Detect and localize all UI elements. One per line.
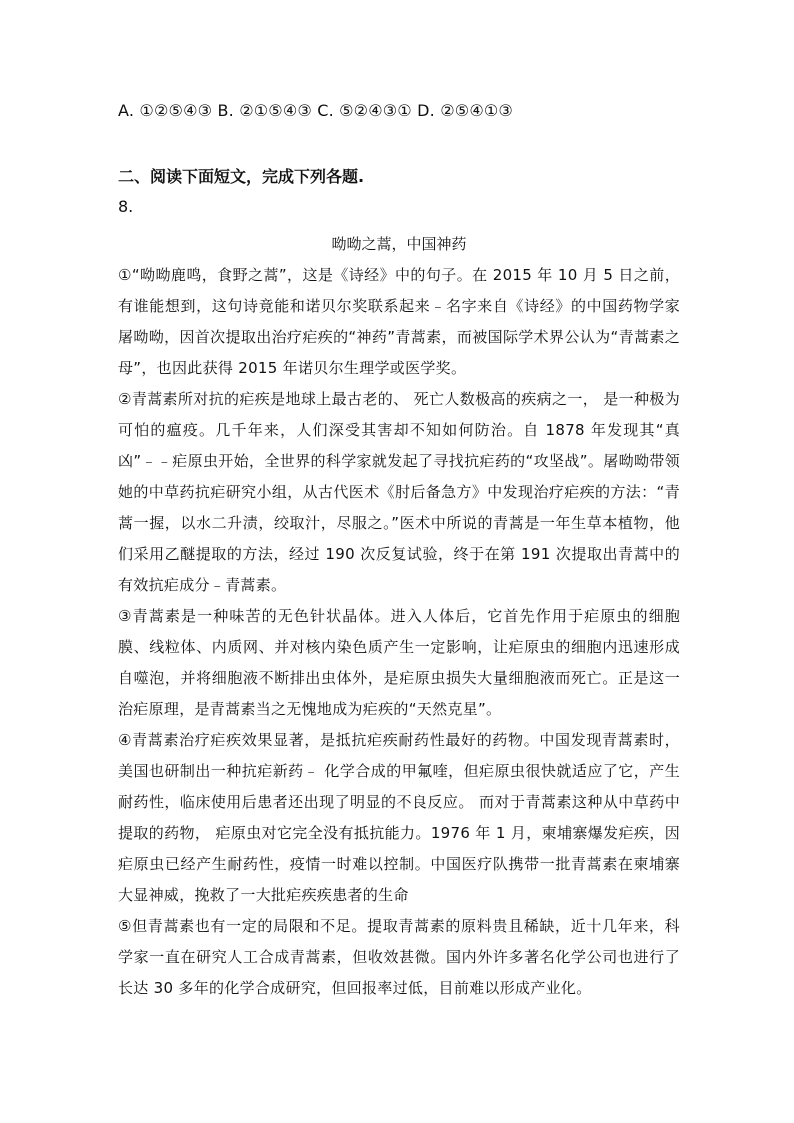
answer-options-line: A. ①②⑤④③ B. ②①⑤④③ C. ⑤②④③① D. ②⑤④①③ (118, 101, 513, 120)
article-paragraph-3: ③青蒿素是一种味苦的无色针状晶体。进入人体后，它首先作用于疟原虫的细胞膜、线粒体、内质网、并对核内染色质产生一定影响，让疟原虫的细胞内迅速形成自噬泡，并将细胞液不断排出虫体外，是疟原虫损失大量细胞液而死亡。正是这一治疟原理，是青蒿素当之无愧地成为疟疾的“天然克星”。 (118, 607, 680, 718)
question-number: 8. (118, 197, 134, 216)
document-page (118, 96, 680, 1004)
article-paragraph-4: ④青蒿素治疗疟疾效果显著，是抵抗疟疾耐药性最好的药物。中国发现青蒿素时，美国也研制出一种抗疟新药﹣ 化学合成的甲氟喹，但疟原虫很快就适应了它，产生耐药性，临床使用后患者还出现了明显的不良反应。 而对于青蒿素这种从中草药中提取的药物， 疟原虫对它完全没有抵抗能力。1976 年 1 月，柬埔寨爆发疟疾，因疟原虫已经产生耐药性，疫情一时难以控制。中国医疗队携带一批青蒿素在柬埔寨大显神威，挽救了一大批疟疾疾患者的生命 (118, 731, 680, 904)
article-title: 呦呦之蒿，中国神药 (331, 235, 467, 253)
section-heading: 二、阅读下面短文，完成下列各题. (118, 167, 365, 186)
article (118, 228, 680, 1004)
article-paragraph-5: ⑤但青蒿素也有一定的局限和不足。提取青蒿素的原料贵且稀缺，近十几年来，科学家一直在研究人工合成青蒿素，但收效甚微。国内外许多著名化学公司也进行了长达 30 多年的化学合成研究，但回报率过低，目前难以形成产业化。 (118, 917, 680, 997)
article-paragraph-2: ②青蒿素所对抗的疟疾是地球上最古老的、 死亡人数极高的疾病之一， 是一种极为可怕的瘟疫。几千年来，人们深受其害却不知如何防治。自 1878 年发现其“真凶”﹣﹣疟原虫开始，全世界的科学家就发起了寻找抗疟药的“攻坚战”。屠呦呦带领她的中草药抗疟研究小组，从古代医术《肘后备急方》中发现治疗疟疾的方法：“青蒿一握，以水二升渍，绞取汁，尽服之。”医术中所说的青蒿是一年生草本植物，他们采用乙醚提取的方法，经过 190 次反复试验，终于在第 191 次提取出青蒿中的有效抗疟成分﹣青蒿素。 (118, 390, 680, 594)
article-paragraph-1: ①“呦呦鹿鸣，食野之蒿”，这是《诗经》中的句子。在 2015 年 10 月 5 日之前，有谁能想到，这句诗竟能和诺贝尔奖联系起来﹣名字来自《诗经》的中国药物学家屠呦呦，因首次提取出治疗疟疾的“神药”青蒿素，而被国际学术界公认为“青蒿素之母”，也因此获得 2015 年诺贝尔生理学或医学奖。 (118, 266, 680, 377)
